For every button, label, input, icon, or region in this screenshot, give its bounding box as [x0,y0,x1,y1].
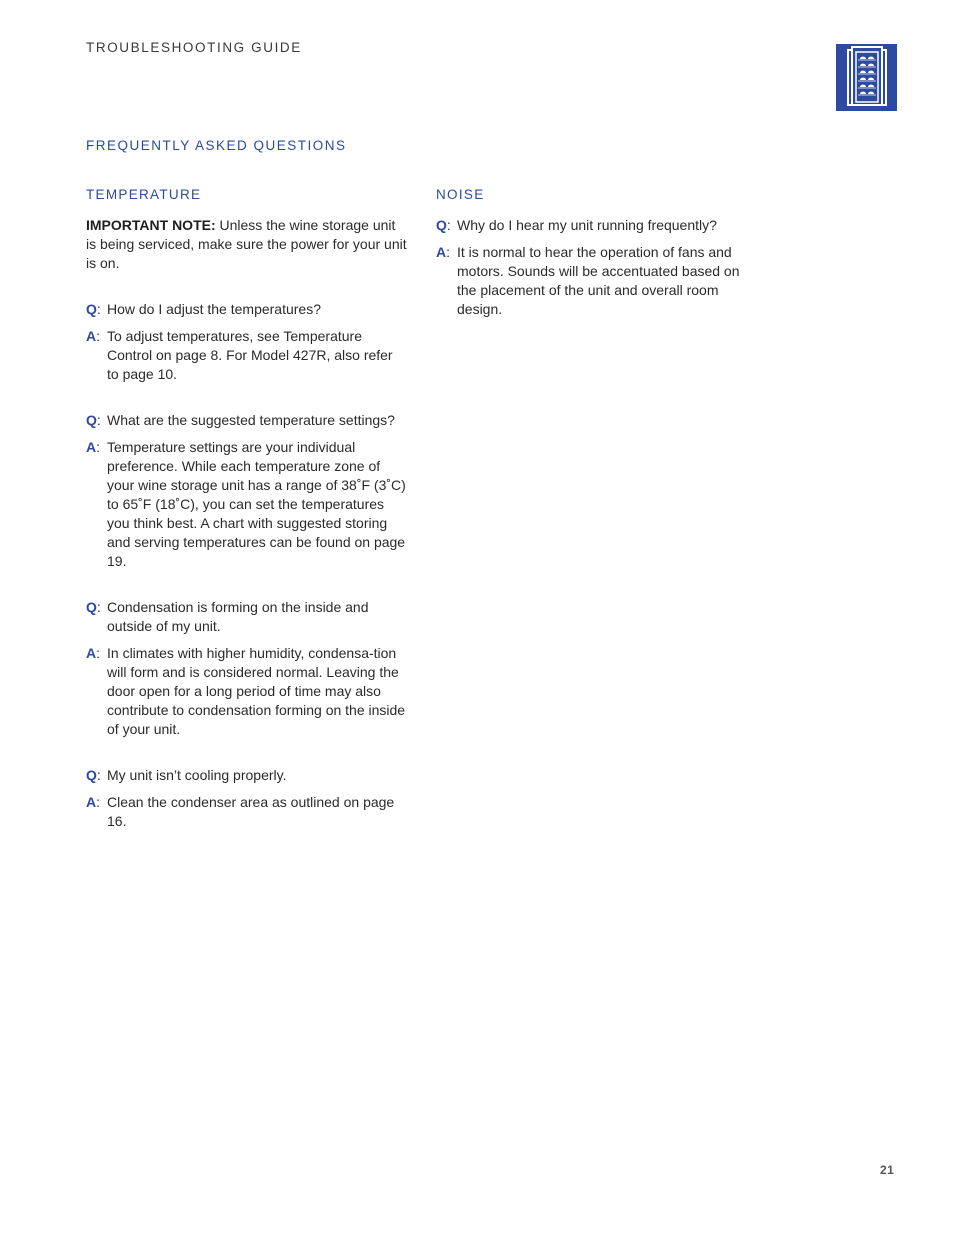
faq-item [86,411,408,571]
temperature-heading: TEMPERATURE [86,187,202,202]
section-title: FREQUENTLY ASKED QUESTIONS [86,138,347,153]
faq-item [86,766,408,831]
answer-label: A [86,645,97,661]
question-label: Q [86,599,97,615]
answer-label: A [436,244,447,260]
answer-label: A [86,328,97,344]
question-text: My unit isn’t cooling properly. [107,767,287,783]
question-label: Q [436,217,447,233]
faq-item [86,598,408,739]
important-note-label: IMPORTANT NOTE: [86,217,216,233]
faq-question: Q: My unit isn’t cooling properly. [86,766,408,785]
answer-text: It is normal to hear the operation of fans and motors. Sounds will be accentuated based on the placement of the unit and overall room design. [457,244,740,317]
important-note [86,216,408,273]
faq-item [86,300,408,384]
question-text: How do I adjust the temperatures? [107,301,322,317]
faq-question: Q: What are the suggested temperature settings? [86,411,408,430]
noise-column [436,187,756,346]
temperature-column [86,187,408,858]
question-text: What are the suggested temperature settings? [107,412,395,428]
answer-label: A [86,794,97,810]
question-label: Q [86,767,97,783]
answer-text: Temperature settings are your individual preference. While each temperature zone of your wine storage unit has a range of 38˚F (3˚C) to 65˚F (18˚C), you can set the temperatures you think best. A chart with suggested storing and serving temperatures can be found on page 19. [107,439,406,569]
faq-question: Q: Condensation is forming on the inside and outside of my unit. [86,598,408,636]
faq-answer: A: Clean the condenser area as outlined on page 16. [86,793,408,831]
question-text: Condensation is forming on the inside and outside of my unit. [107,599,369,634]
answer-text: Clean the condenser area as outlined on page 16. [107,794,395,829]
header-title: TROUBLESHOOTING GUIDE [86,40,302,55]
page-number: 21 [880,1163,895,1177]
faq-question: Q: How do I adjust the temperatures? [86,300,408,319]
faq-answer: A: To adjust temperatures, see Temperature Control on page 8. For Model 427R, also refer to page 10. [86,327,408,384]
faq-answer: A: Temperature settings are your individual preference. While each temperature zone of your wine storage unit has a range of 38˚F (3˚C) to 65˚F (18˚C), you can set the temperatures you think best. A chart with suggested storing and serving temperatures can be found on page 19. [86,438,408,571]
wine-storage-icon [836,44,897,111]
faq-answer: A: It is normal to hear the operation of fans and motors. Sounds will be accentuated based on the placement of the unit and overall room design. [436,243,756,319]
faq-question: Q: Why do I hear my unit running frequently? [436,216,756,235]
question-label: Q [86,412,97,428]
important-note-text: Unless the wine storage unit is being serviced, make sure the power for your unit is on. [86,217,407,271]
faq-answer: A: In climates with higher humidity, condensa-tion will form and is considered normal. Leaving the door open for a long period of time may also contribute to condensation forming on the inside of your unit. [86,644,408,739]
noise-heading: NOISE [436,187,485,202]
answer-text: In climates with higher humidity, condensa-tion will form and is considered normal. Leaving the door open for a long period of time may also contribute to condensation forming on the inside of your unit. [107,645,406,737]
faq-item [436,216,756,319]
answer-text: To adjust temperatures, see Temperature Control on page 8. For Model 427R, also refer to page 10. [107,328,393,382]
question-text: Why do I hear my unit running frequently? [457,217,717,233]
answer-label: A [86,439,97,455]
question-label: Q [86,301,97,317]
